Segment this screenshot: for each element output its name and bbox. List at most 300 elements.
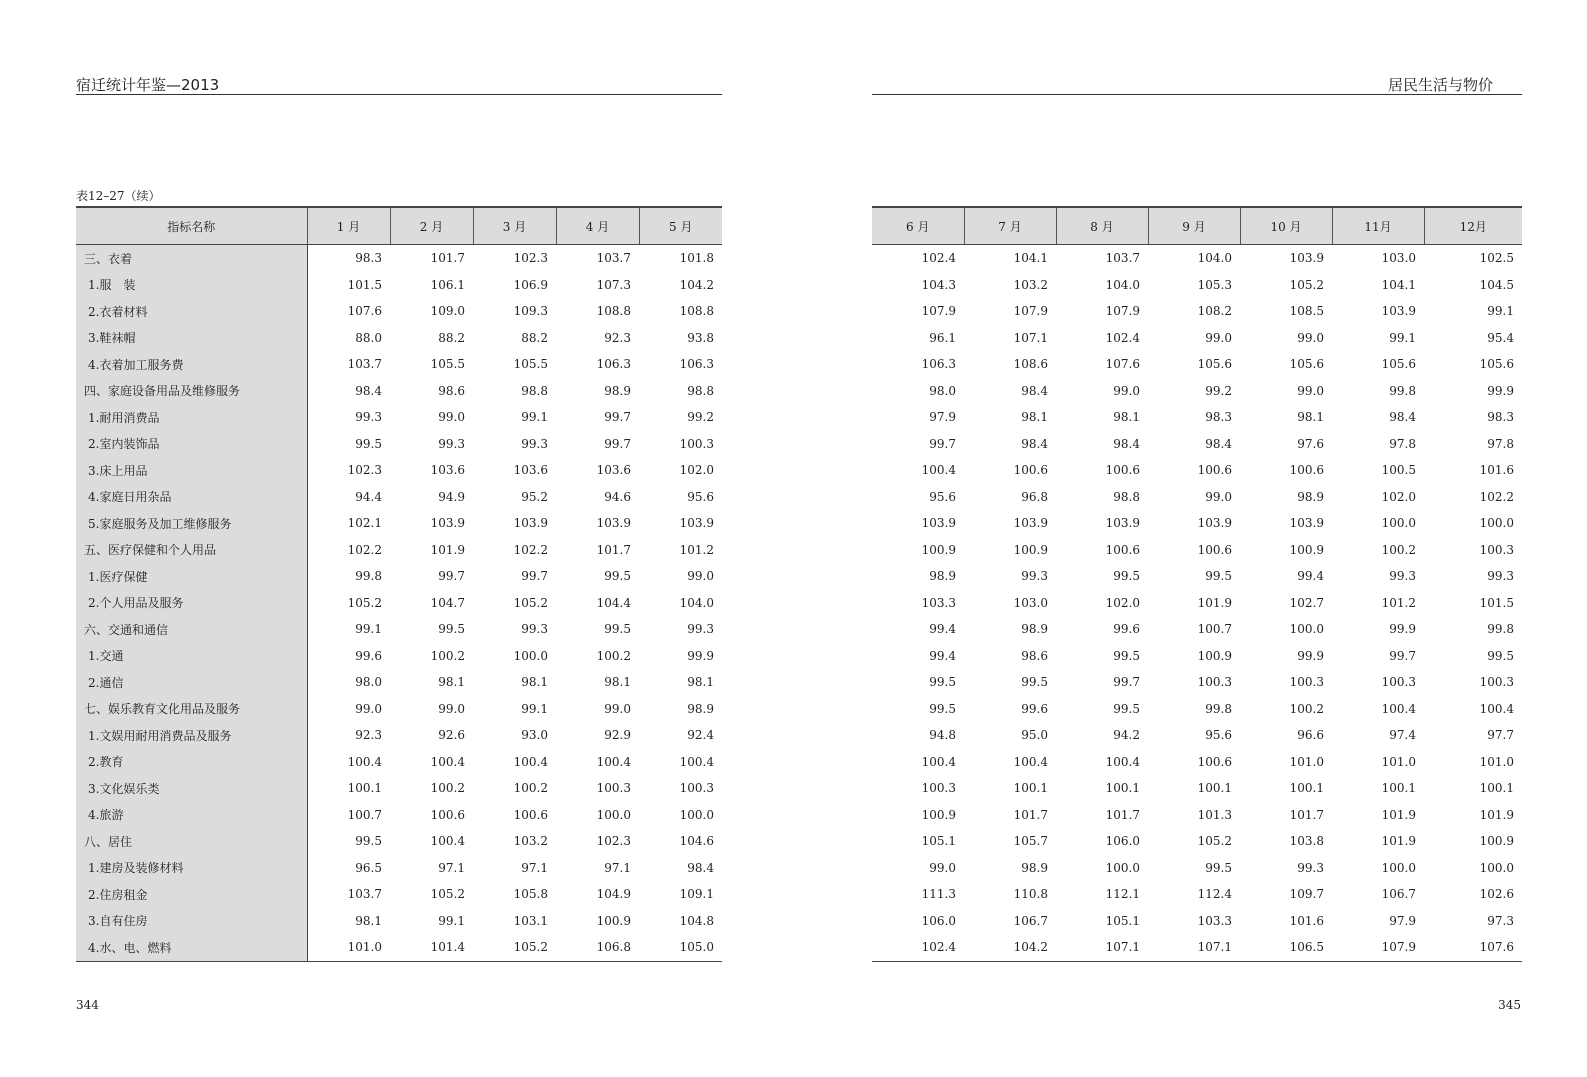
value-cell: 100.4 — [596, 754, 631, 769]
value-cell: 99.4 — [1297, 569, 1324, 584]
row-label: 六、交通和通信 — [76, 616, 307, 643]
value-cell: 100.4 — [921, 754, 956, 769]
value-cell: 101.7 — [1289, 807, 1324, 822]
value-cell: 99.7 — [604, 436, 631, 451]
value-cell: 106.0 — [1105, 834, 1140, 849]
header-rule-right — [872, 94, 1522, 95]
value-cell: 98.1 — [438, 675, 465, 690]
row-label: 2.通信 — [76, 669, 307, 696]
value-cell: 108.8 — [679, 304, 714, 319]
table-row — [872, 590, 1522, 617]
value-cell: 101.5 — [347, 277, 382, 292]
table-row — [872, 431, 1522, 458]
value-cell: 108.6 — [1013, 357, 1048, 372]
value-cell: 104.2 — [964, 934, 1056, 961]
value-cell: 105.3 — [1197, 277, 1232, 292]
table-row — [872, 749, 1522, 776]
value-cell: 103.9 — [596, 516, 631, 531]
value-cell: 100.0 — [1479, 860, 1514, 875]
value-cell: 103.9 — [1013, 516, 1048, 531]
value-cell: 97.6 — [1297, 436, 1324, 451]
value-cell: 105.1 — [921, 834, 956, 849]
table-row — [872, 404, 1522, 431]
value-cell: 100.1 — [1105, 781, 1140, 796]
table-row — [872, 457, 1522, 484]
value-cell: 99.3 — [1297, 860, 1324, 875]
value-cell: 97.1 — [604, 860, 631, 875]
table-row — [872, 325, 1522, 352]
table-row — [872, 378, 1522, 405]
table-row — [76, 934, 722, 961]
value-cell: 99.5 — [929, 701, 956, 716]
value-cell: 98.1 — [355, 913, 382, 928]
value-cell: 100.2 — [430, 648, 465, 663]
value-cell: 103.8 — [1289, 834, 1324, 849]
value-cell: 100.3 — [1479, 675, 1514, 690]
row-label: 三、衣着 — [76, 245, 307, 272]
value-cell: 101.2 — [679, 542, 714, 557]
value-cell: 103.3 — [921, 595, 956, 610]
value-cell: 105.7 — [1013, 834, 1048, 849]
value-cell: 107.9 — [1013, 304, 1048, 319]
value-cell: 104.4 — [596, 595, 631, 610]
value-cell: 102.3 — [347, 463, 382, 478]
value-cell: 101.5 — [1479, 595, 1514, 610]
table-row — [76, 855, 722, 882]
table-row — [872, 669, 1522, 696]
table-row — [76, 722, 722, 749]
value-cell: 100.2 — [430, 781, 465, 796]
row-label: 2.衣着材料 — [76, 298, 307, 325]
value-cell: 111.3 — [921, 887, 956, 902]
table-row — [76, 431, 722, 458]
row-label: 七、娱乐教育文化用品及服务 — [76, 696, 307, 723]
table-row — [76, 881, 722, 908]
table-row — [872, 616, 1522, 643]
row-label: 2.教育 — [76, 749, 307, 776]
value-cell: 105.0 — [639, 934, 722, 961]
value-cell: 103.7 — [347, 887, 382, 902]
value-cell: 100.0 — [679, 807, 714, 822]
column-header-month: 9 月 — [1148, 207, 1240, 245]
value-cell: 105.6 — [1197, 357, 1232, 372]
value-cell: 102.0 — [679, 463, 714, 478]
column-header-name: 指标名称 — [76, 207, 307, 245]
value-cell: 100.2 — [596, 648, 631, 663]
row-label: 3.自有住房 — [76, 908, 307, 935]
value-cell: 99.5 — [1021, 675, 1048, 690]
value-cell: 101.0 — [1479, 754, 1514, 769]
value-cell: 95.6 — [1205, 728, 1232, 743]
value-cell: 104.2 — [679, 277, 714, 292]
table-row — [76, 643, 722, 670]
value-cell: 99.3 — [438, 436, 465, 451]
value-cell: 99.3 — [687, 622, 714, 637]
value-cell: 100.0 — [1381, 516, 1416, 531]
table-row — [872, 245, 1522, 272]
value-cell: 98.4 — [1205, 436, 1232, 451]
value-cell: 96.1 — [929, 330, 956, 345]
value-cell: 104.1 — [1013, 251, 1048, 266]
value-cell: 93.8 — [687, 330, 714, 345]
price-index-table-left — [76, 206, 722, 962]
value-cell: 97.1 — [438, 860, 465, 875]
value-cell: 100.1 — [1289, 781, 1324, 796]
value-cell: 107.6 — [347, 304, 382, 319]
value-cell: 99.5 — [604, 622, 631, 637]
row-label: 1.医疗保健 — [76, 563, 307, 590]
value-cell: 99.0 — [604, 701, 631, 716]
value-cell: 98.8 — [1113, 489, 1140, 504]
value-cell: 99.8 — [1487, 622, 1514, 637]
value-cell: 99.0 — [1297, 330, 1324, 345]
value-cell: 100.0 — [596, 807, 631, 822]
value-cell: 100.9 — [1013, 542, 1048, 557]
value-cell: 104.8 — [679, 913, 714, 928]
value-cell: 99.5 — [1113, 648, 1140, 663]
value-cell: 100.3 — [1197, 675, 1232, 690]
table-row — [76, 378, 722, 405]
table-row — [76, 537, 722, 564]
value-cell: 100.0 — [1105, 860, 1140, 875]
value-cell: 99.2 — [1205, 383, 1232, 398]
value-cell: 94.8 — [929, 728, 956, 743]
value-cell: 102.0 — [1105, 595, 1140, 610]
value-cell: 100.1 — [347, 781, 382, 796]
value-cell: 100.4 — [679, 754, 714, 769]
value-cell: 94.2 — [1113, 728, 1140, 743]
row-label: 2.室内装饰品 — [76, 431, 307, 458]
value-cell: 102.4 — [921, 251, 956, 266]
value-cell: 107.1 — [1148, 934, 1240, 961]
value-cell: 102.0 — [1381, 489, 1416, 504]
value-cell: 97.8 — [1487, 436, 1514, 451]
value-cell: 99.2 — [687, 410, 714, 425]
value-cell: 101.8 — [679, 251, 714, 266]
value-cell: 102.2 — [513, 542, 548, 557]
value-cell: 103.1 — [513, 913, 548, 928]
value-cell: 109.0 — [430, 304, 465, 319]
value-cell: 98.4 — [1021, 436, 1048, 451]
value-cell: 92.3 — [355, 728, 382, 743]
row-label: 4.家庭日用杂品 — [76, 484, 307, 511]
value-cell: 98.1 — [687, 675, 714, 690]
column-header-month: 1 月 — [307, 207, 390, 245]
value-cell: 92.6 — [438, 728, 465, 743]
column-header-month: 5 月 — [639, 207, 722, 245]
value-cell: 102.3 — [513, 251, 548, 266]
value-cell: 93.0 — [521, 728, 548, 743]
value-cell: 99.5 — [929, 675, 956, 690]
running-head-left: 宿迁统计年鉴—2013 — [76, 76, 220, 94]
value-cell: 100.9 — [596, 913, 631, 928]
value-cell: 105.2 — [473, 934, 556, 961]
table-row — [76, 484, 722, 511]
value-cell: 97.7 — [1487, 728, 1514, 743]
value-cell: 104.0 — [679, 595, 714, 610]
value-cell: 99.3 — [1021, 569, 1048, 584]
value-cell: 99.6 — [1021, 701, 1048, 716]
value-cell: 107.9 — [921, 304, 956, 319]
table-row — [872, 775, 1522, 802]
row-label: 3.鞋袜帽 — [76, 325, 307, 352]
value-cell: 100.6 — [513, 807, 548, 822]
value-cell: 99.7 — [929, 436, 956, 451]
table-row — [76, 802, 722, 829]
price-index-table-right — [872, 206, 1522, 962]
value-cell: 100.9 — [921, 807, 956, 822]
value-cell: 99.7 — [521, 569, 548, 584]
value-cell: 100.1 — [1013, 781, 1048, 796]
row-label: 2.住房租金 — [76, 881, 307, 908]
value-cell: 100.6 — [1197, 463, 1232, 478]
value-cell: 106.7 — [1381, 887, 1416, 902]
value-cell: 99.6 — [355, 648, 382, 663]
table-row — [76, 590, 722, 617]
value-cell: 95.6 — [929, 489, 956, 504]
value-cell: 94.6 — [604, 489, 631, 504]
value-cell: 106.3 — [921, 357, 956, 372]
page-number-right: 345 — [1498, 998, 1521, 1012]
value-cell: 100.6 — [1013, 463, 1048, 478]
value-cell: 101.7 — [1105, 807, 1140, 822]
value-cell: 100.2 — [513, 781, 548, 796]
value-cell: 103.9 — [1105, 516, 1140, 531]
value-cell: 104.5 — [1479, 277, 1514, 292]
value-cell: 104.6 — [679, 834, 714, 849]
value-cell: 106.0 — [921, 913, 956, 928]
value-cell: 102.6 — [1479, 887, 1514, 902]
value-cell: 99.3 — [521, 436, 548, 451]
value-cell: 103.9 — [921, 516, 956, 531]
value-cell: 99.0 — [438, 410, 465, 425]
table-row — [76, 325, 722, 352]
table-row — [76, 749, 722, 776]
value-cell: 103.7 — [347, 357, 382, 372]
value-cell: 102.1 — [347, 516, 382, 531]
value-cell: 102.2 — [1479, 489, 1514, 504]
value-cell: 100.3 — [679, 781, 714, 796]
value-cell: 98.1 — [1297, 410, 1324, 425]
value-cell: 98.1 — [521, 675, 548, 690]
value-cell: 99.5 — [438, 622, 465, 637]
value-cell: 103.6 — [430, 463, 465, 478]
value-cell: 100.4 — [1013, 754, 1048, 769]
value-cell: 103.9 — [1381, 304, 1416, 319]
value-cell: 98.4 — [1389, 410, 1416, 425]
value-cell: 100.6 — [1197, 754, 1232, 769]
value-cell: 99.1 — [355, 622, 382, 637]
value-cell: 104.0 — [1105, 277, 1140, 292]
value-cell: 99.5 — [1113, 569, 1140, 584]
table-row — [76, 775, 722, 802]
value-cell: 96.5 — [355, 860, 382, 875]
row-label: 3.文化娱乐类 — [76, 775, 307, 802]
value-cell: 104.9 — [596, 887, 631, 902]
value-cell: 99.7 — [1113, 675, 1140, 690]
value-cell: 103.3 — [1197, 913, 1232, 928]
value-cell: 100.9 — [921, 542, 956, 557]
table-row — [76, 351, 722, 378]
value-cell: 100.4 — [1105, 754, 1140, 769]
value-cell: 97.4 — [1389, 728, 1416, 743]
table-row — [76, 908, 722, 935]
table-row — [872, 855, 1522, 882]
value-cell: 98.3 — [355, 251, 382, 266]
value-cell: 100.3 — [679, 436, 714, 451]
value-cell: 92.9 — [604, 728, 631, 743]
value-cell: 101.9 — [430, 542, 465, 557]
value-cell: 112.1 — [1105, 887, 1140, 902]
value-cell: 98.9 — [929, 569, 956, 584]
value-cell: 99.9 — [1297, 648, 1324, 663]
value-cell: 98.0 — [929, 383, 956, 398]
value-cell: 105.5 — [513, 357, 548, 372]
value-cell: 102.3 — [596, 834, 631, 849]
value-cell: 103.9 — [430, 516, 465, 531]
value-cell: 94.4 — [355, 489, 382, 504]
value-cell: 98.9 — [1297, 489, 1324, 504]
value-cell: 103.7 — [1105, 251, 1140, 266]
value-cell: 101.0 — [1289, 754, 1324, 769]
value-cell: 101.2 — [1381, 595, 1416, 610]
value-cell: 95.6 — [687, 489, 714, 504]
value-cell: 105.5 — [430, 357, 465, 372]
value-cell: 101.6 — [1479, 463, 1514, 478]
row-label: 1.交通 — [76, 643, 307, 670]
table-row — [872, 881, 1522, 908]
value-cell: 100.0 — [1381, 860, 1416, 875]
value-cell: 101.3 — [1197, 807, 1232, 822]
value-cell: 99.7 — [604, 410, 631, 425]
table-row — [872, 802, 1522, 829]
value-cell: 103.9 — [1289, 251, 1324, 266]
value-cell: 98.9 — [604, 383, 631, 398]
value-cell: 97.3 — [1487, 913, 1514, 928]
value-cell: 99.3 — [355, 410, 382, 425]
value-cell: 101.7 — [1013, 807, 1048, 822]
value-cell: 99.0 — [1205, 489, 1232, 504]
table-header-row — [872, 207, 1522, 245]
table-row — [76, 510, 722, 537]
column-header-month: 4 月 — [556, 207, 639, 245]
value-cell: 101.9 — [1381, 834, 1416, 849]
value-cell: 99.5 — [1205, 860, 1232, 875]
value-cell: 100.7 — [1197, 622, 1232, 637]
value-cell: 101.0 — [1381, 754, 1416, 769]
table-row — [872, 722, 1522, 749]
value-cell: 98.1 — [604, 675, 631, 690]
column-header-month: 7 月 — [964, 207, 1056, 245]
value-cell: 100.3 — [1381, 675, 1416, 690]
value-cell: 104.3 — [921, 277, 956, 292]
page-number-left: 344 — [76, 998, 99, 1012]
value-cell: 103.9 — [513, 516, 548, 531]
value-cell: 96.8 — [1021, 489, 1048, 504]
value-cell: 106.1 — [430, 277, 465, 292]
value-cell: 98.4 — [1021, 383, 1048, 398]
value-cell: 97.8 — [1389, 436, 1416, 451]
table-row — [872, 272, 1522, 299]
value-cell: 100.9 — [1197, 648, 1232, 663]
value-cell: 99.8 — [1205, 701, 1232, 716]
value-cell: 103.6 — [596, 463, 631, 478]
row-label: 3.床上用品 — [76, 457, 307, 484]
row-label: 1.建房及装修材料 — [76, 855, 307, 882]
value-cell: 99.3 — [521, 622, 548, 637]
value-cell: 98.3 — [1487, 410, 1514, 425]
value-cell: 100.0 — [1289, 622, 1324, 637]
table-row — [76, 404, 722, 431]
table-row — [872, 484, 1522, 511]
running-head-right: 居民生活与物价 — [1387, 76, 1493, 94]
table-row — [76, 298, 722, 325]
value-cell: 109.1 — [679, 887, 714, 902]
value-cell: 100.0 — [513, 648, 548, 663]
table-row — [76, 669, 722, 696]
table-row — [76, 828, 722, 855]
value-cell: 98.0 — [355, 675, 382, 690]
value-cell: 105.2 — [347, 595, 382, 610]
value-cell: 100.3 — [921, 781, 956, 796]
value-cell: 99.0 — [1205, 330, 1232, 345]
value-cell: 100.3 — [1289, 675, 1324, 690]
value-cell: 100.4 — [1479, 701, 1514, 716]
value-cell: 97.9 — [1389, 913, 1416, 928]
value-cell: 106.9 — [513, 277, 548, 292]
value-cell: 107.9 — [1105, 304, 1140, 319]
value-cell: 109.7 — [1289, 887, 1324, 902]
row-label: 八、居住 — [76, 828, 307, 855]
value-cell: 103.9 — [1197, 516, 1232, 531]
value-cell: 92.4 — [687, 728, 714, 743]
value-cell: 100.3 — [596, 781, 631, 796]
value-cell: 99.9 — [1487, 383, 1514, 398]
value-cell: 106.3 — [596, 357, 631, 372]
value-cell: 101.7 — [430, 251, 465, 266]
value-cell: 102.4 — [1105, 330, 1140, 345]
value-cell: 101.9 — [1381, 807, 1416, 822]
value-cell: 102.4 — [872, 934, 964, 961]
value-cell: 99.0 — [687, 569, 714, 584]
table-row — [76, 245, 722, 272]
value-cell: 99.1 — [438, 913, 465, 928]
value-cell: 100.4 — [921, 463, 956, 478]
value-cell: 99.5 — [1487, 648, 1514, 663]
value-cell: 101.9 — [1479, 807, 1514, 822]
value-cell: 107.1 — [1056, 934, 1148, 961]
table-row — [872, 908, 1522, 935]
value-cell: 108.2 — [1197, 304, 1232, 319]
value-cell: 105.8 — [513, 887, 548, 902]
value-cell: 99.1 — [521, 701, 548, 716]
value-cell: 103.9 — [679, 516, 714, 531]
table-row — [872, 828, 1522, 855]
value-cell: 99.9 — [1389, 622, 1416, 637]
value-cell: 104.0 — [1197, 251, 1232, 266]
table-caption: 表12–27（续） — [76, 189, 161, 203]
value-cell: 98.4 — [1113, 436, 1140, 451]
value-cell: 100.4 — [430, 754, 465, 769]
value-cell: 100.1 — [1197, 781, 1232, 796]
column-header-month: 2 月 — [390, 207, 473, 245]
value-cell: 103.9 — [1289, 516, 1324, 531]
value-cell: 98.6 — [1021, 648, 1048, 663]
table-row — [76, 563, 722, 590]
table-row — [76, 696, 722, 723]
value-cell: 101.6 — [1289, 913, 1324, 928]
value-cell: 105.6 — [1289, 357, 1324, 372]
